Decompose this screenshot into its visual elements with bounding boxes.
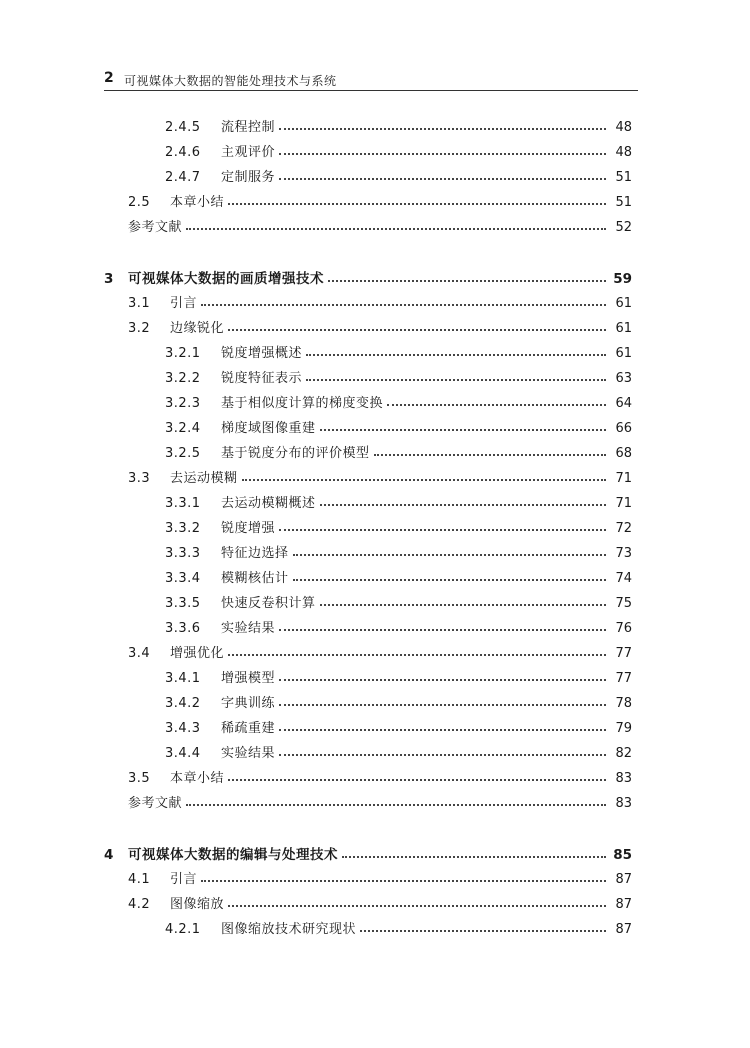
dot-leader <box>306 342 606 356</box>
page-ref: 64 <box>615 396 632 411</box>
page-ref: 61 <box>615 296 632 311</box>
page-ref: 48 <box>615 145 632 160</box>
dot-leader <box>201 868 606 882</box>
toc-entry[interactable] <box>165 518 632 540</box>
section-number: 3.4.3 <box>165 721 201 736</box>
section-number: 2.4.5 <box>165 120 201 135</box>
section-title: 参考文献 <box>128 220 183 235</box>
page-ref: 76 <box>615 621 632 636</box>
section-number: 3.4 <box>128 646 151 661</box>
section-title: 定制服务 <box>221 170 276 185</box>
toc-entry[interactable] <box>165 142 632 164</box>
toc-entry[interactable] <box>165 117 632 139</box>
toc-entry[interactable] <box>165 693 632 715</box>
section-title: 本章小结 <box>170 771 225 786</box>
section-title: 参考文献 <box>128 796 183 811</box>
chapter-number: 4 <box>104 847 114 863</box>
section-title: 字典训练 <box>221 696 276 711</box>
section-number: 4.2.1 <box>165 922 201 937</box>
section-title: 实验结果 <box>221 746 276 761</box>
dot-leader <box>328 268 606 282</box>
toc-chapter[interactable] <box>104 268 632 290</box>
section-title: 流程控制 <box>221 120 276 135</box>
dot-leader <box>228 767 606 781</box>
toc-entry[interactable] <box>165 593 632 615</box>
toc-entry[interactable] <box>128 894 632 916</box>
page-ref: 59 <box>613 271 632 287</box>
page-ref: 77 <box>615 671 632 686</box>
toc-chapter[interactable] <box>104 844 632 866</box>
toc-entry[interactable] <box>128 768 632 790</box>
dot-leader <box>279 742 606 756</box>
section-title: 基于相似度计算的梯度变换 <box>221 396 384 411</box>
section-number: 3.3.3 <box>165 546 201 561</box>
toc-entry[interactable] <box>165 393 632 415</box>
page-ref: 52 <box>615 220 632 235</box>
chapter-title: 可视媒体大数据的编辑与处理技术 <box>128 847 338 863</box>
toc-entry[interactable] <box>165 919 632 941</box>
page-ref: 51 <box>615 195 632 210</box>
toc-entry[interactable] <box>128 217 632 239</box>
toc-entry[interactable] <box>165 167 632 189</box>
section-title: 锐度增强概述 <box>221 346 303 361</box>
section-title: 特征边选择 <box>221 546 289 561</box>
toc-entry[interactable] <box>165 568 632 590</box>
book-title: 可视媒体大数据的智能处理技术与系统 <box>124 74 337 88</box>
page-ref: 68 <box>615 446 632 461</box>
section-title: 本章小结 <box>170 195 225 210</box>
dot-leader <box>293 567 606 581</box>
toc-entry[interactable] <box>128 318 632 340</box>
section-number: 3.2.3 <box>165 396 201 411</box>
section-title: 图像缩放技术研究现状 <box>221 922 357 937</box>
page-ref: 63 <box>615 371 632 386</box>
dot-leader <box>279 141 606 155</box>
toc-entry[interactable] <box>165 668 632 690</box>
dot-leader <box>320 592 606 606</box>
toc-entry[interactable] <box>128 468 632 490</box>
section-number: 3.4.2 <box>165 696 201 711</box>
section-title: 模糊核估计 <box>221 571 289 586</box>
section-number: 3.3.5 <box>165 596 201 611</box>
toc-entry[interactable] <box>128 293 632 315</box>
section-title: 引言 <box>170 872 198 887</box>
page-ref: 61 <box>615 346 632 361</box>
page-ref: 77 <box>615 646 632 661</box>
toc-entry[interactable] <box>128 192 632 214</box>
dot-leader <box>279 517 606 531</box>
section-number: 4.2 <box>128 897 151 912</box>
toc-entry[interactable] <box>128 869 632 891</box>
section-title: 基于锐度分布的评价模型 <box>221 446 370 461</box>
section-number: 3.3.4 <box>165 571 201 586</box>
section-number: 3.3.6 <box>165 621 201 636</box>
page-ref: 71 <box>615 496 632 511</box>
dot-leader <box>279 692 606 706</box>
section-number: 2.4.6 <box>165 145 201 160</box>
section-number: 2.4.7 <box>165 170 201 185</box>
dot-leader <box>279 116 606 130</box>
dot-leader <box>201 292 606 306</box>
toc-entry[interactable] <box>165 618 632 640</box>
toc-entry[interactable] <box>165 718 632 740</box>
toc-entry[interactable] <box>165 543 632 565</box>
section-title: 锐度特征表示 <box>221 371 303 386</box>
page-ref: 74 <box>615 571 632 586</box>
page-ref: 87 <box>615 897 632 912</box>
chapter-number: 3 <box>104 271 114 287</box>
section-title: 边缘锐化 <box>170 321 225 336</box>
section-title: 增强优化 <box>170 646 225 661</box>
page-ref: 87 <box>615 872 632 887</box>
page-ref: 51 <box>615 170 632 185</box>
page-ref: 85 <box>613 847 632 863</box>
page-ref: 61 <box>615 321 632 336</box>
section-title: 图像缩放 <box>170 897 225 912</box>
page-ref: 83 <box>615 771 632 786</box>
toc-entry[interactable] <box>128 643 632 665</box>
dot-leader <box>242 467 606 481</box>
dot-leader <box>360 918 606 932</box>
section-title: 梯度域图像重建 <box>221 421 316 436</box>
dot-leader <box>387 392 606 406</box>
page-ref: 83 <box>615 796 632 811</box>
section-number: 3.4.4 <box>165 746 201 761</box>
section-number: 3.3.2 <box>165 521 201 536</box>
dot-leader <box>293 542 606 556</box>
dot-leader <box>279 667 606 681</box>
dot-leader <box>228 893 606 907</box>
dot-leader <box>186 216 606 230</box>
section-number: 3.5 <box>128 771 151 786</box>
section-number: 3.4.1 <box>165 671 201 686</box>
page-ref: 71 <box>615 471 632 486</box>
toc-entry[interactable] <box>165 443 632 465</box>
dot-leader <box>279 717 606 731</box>
page-ref: 82 <box>615 746 632 761</box>
section-title: 去运动模糊 <box>170 471 238 486</box>
section-title: 引言 <box>170 296 198 311</box>
section-title: 增强模型 <box>221 671 276 686</box>
page-ref: 87 <box>615 922 632 937</box>
dot-leader <box>186 792 606 806</box>
page-ref: 78 <box>615 696 632 711</box>
dot-leader <box>320 492 606 506</box>
page-ref: 75 <box>615 596 632 611</box>
section-title: 实验结果 <box>221 621 276 636</box>
dot-leader <box>279 617 606 631</box>
dot-leader <box>228 317 606 331</box>
section-number: 2.5 <box>128 195 151 210</box>
section-title: 快速反卷积计算 <box>221 596 316 611</box>
dot-leader <box>228 642 606 656</box>
dot-leader <box>320 417 606 431</box>
section-title: 去运动模糊概述 <box>221 496 316 511</box>
chapter-title: 可视媒体大数据的画质增强技术 <box>128 271 324 287</box>
section-number: 3.3 <box>128 471 151 486</box>
toc-entry[interactable] <box>165 418 632 440</box>
section-title: 锐度增强 <box>221 521 276 536</box>
dot-leader <box>306 367 606 381</box>
toc-entry[interactable] <box>165 743 632 765</box>
toc-entry[interactable] <box>165 368 632 390</box>
dot-leader <box>374 442 606 456</box>
page-ref: 73 <box>615 546 632 561</box>
section-number: 3.2 <box>128 321 151 336</box>
section-number: 3.2.2 <box>165 371 201 386</box>
page-ref: 79 <box>615 721 632 736</box>
section-number: 3.2.1 <box>165 346 201 361</box>
toc-entry[interactable] <box>165 343 632 365</box>
section-title: 主观评价 <box>221 145 276 160</box>
page-number: 2 <box>104 70 114 86</box>
page-ref: 48 <box>615 120 632 135</box>
section-number: 4.1 <box>128 872 151 887</box>
page-ref: 72 <box>615 521 632 536</box>
toc-entry[interactable] <box>165 493 632 515</box>
toc-entry[interactable] <box>128 793 632 815</box>
section-number: 3.2.4 <box>165 421 201 436</box>
section-number: 3.1 <box>128 296 151 311</box>
section-number: 3.3.1 <box>165 496 201 511</box>
dot-leader <box>279 166 606 180</box>
dot-leader <box>342 844 606 858</box>
section-number: 3.2.5 <box>165 446 201 461</box>
dot-leader <box>228 191 606 205</box>
section-title: 稀疏重建 <box>221 721 276 736</box>
page-ref: 66 <box>615 421 632 436</box>
